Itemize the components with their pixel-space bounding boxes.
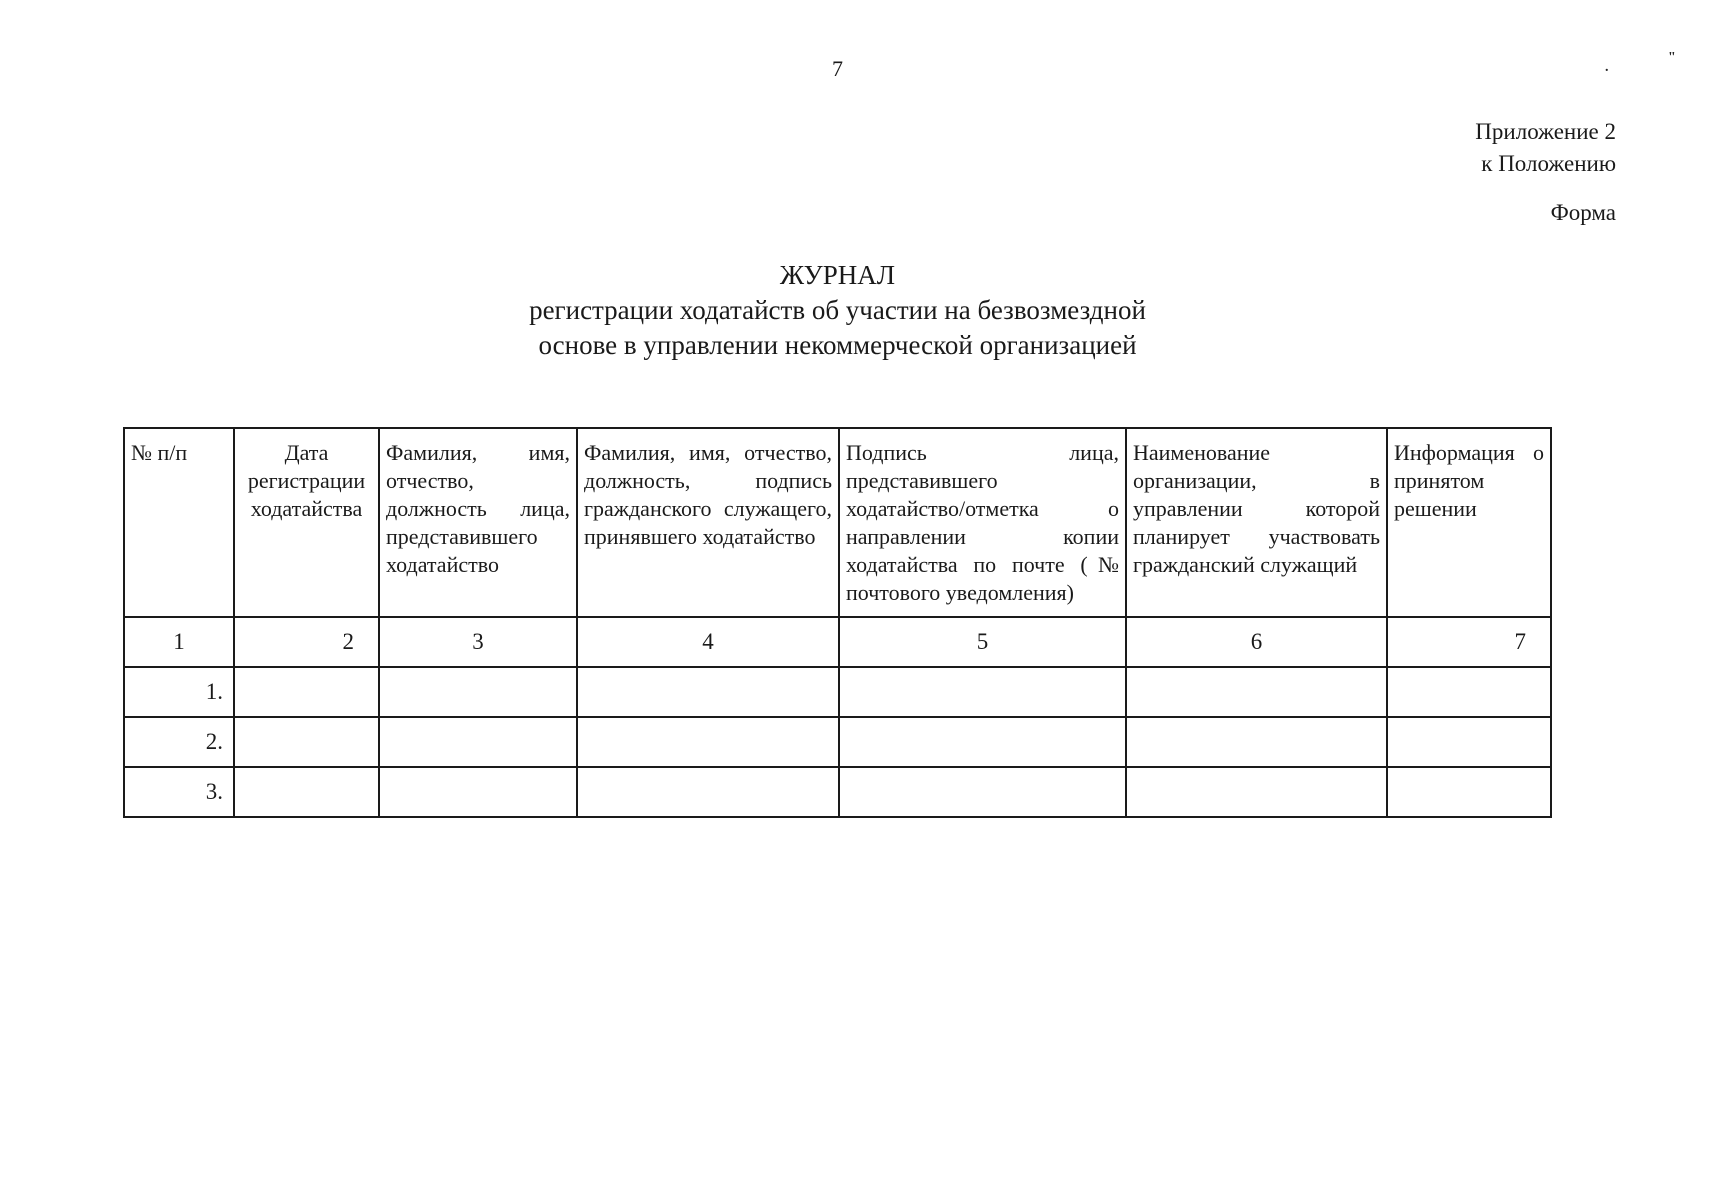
- table-header-row: [124, 428, 1551, 617]
- table-cell: [234, 717, 379, 767]
- journal-table: [123, 427, 1552, 818]
- table-cell: [234, 767, 379, 817]
- title-line: основе в управлении некоммерческой организацией: [538, 330, 1137, 360]
- page-number: 7: [832, 56, 843, 81]
- header-cell-number: № п/п: [124, 428, 234, 617]
- header-cell-decision: Информация о принятом решении: [1387, 428, 1551, 617]
- table-cell: [839, 717, 1126, 767]
- table-cell: [577, 767, 839, 817]
- table-cell: [1126, 717, 1387, 767]
- header-cell-signature: Подпись лица, представившего ходатайство/отметка о направлении копии ходатайства по почте (№ почтового уведомления): [839, 428, 1126, 617]
- document-title: [0, 258, 1675, 363]
- header-cell-organization: Наименование организации, в управлении которой планирует участвовать гражданский служащий: [1126, 428, 1387, 617]
- scan-mark: ": [1668, 50, 1676, 65]
- table-cell: [1126, 667, 1387, 717]
- table-row: [124, 767, 1551, 817]
- appendix-reference: [1475, 116, 1616, 180]
- row-number: 2.: [124, 717, 234, 767]
- column-number: 6: [1126, 617, 1387, 667]
- column-number: 7: [1387, 617, 1551, 667]
- table-cell: [1387, 767, 1551, 817]
- table-cell: [1387, 667, 1551, 717]
- scan-mark: .: [1605, 60, 1609, 75]
- appendix-line: к Положению: [1481, 151, 1616, 176]
- row-number: 3.: [124, 767, 234, 817]
- table-cell: [379, 717, 577, 767]
- table-cell: [379, 767, 577, 817]
- row-number: 1.: [124, 667, 234, 717]
- table-cell: [1387, 717, 1551, 767]
- title-line: регистрации ходатайств об участии на безвозмездной: [529, 295, 1146, 325]
- column-number-row: [124, 617, 1551, 667]
- column-number: 5: [839, 617, 1126, 667]
- table-cell: [1126, 767, 1387, 817]
- title-heading: ЖУРНАЛ: [779, 260, 896, 290]
- table-cell: [839, 667, 1126, 717]
- column-number: 3: [379, 617, 577, 667]
- table-cell: [839, 767, 1126, 817]
- table-row: [124, 667, 1551, 717]
- column-number: 4: [577, 617, 839, 667]
- appendix-line: Приложение 2: [1475, 119, 1616, 144]
- header-cell-receiver: Фамилия, имя, отчество, должность, подпись гражданского служащего, принявшего ходатайство: [577, 428, 839, 617]
- table-row: [124, 717, 1551, 767]
- column-number: 2: [234, 617, 379, 667]
- form-label: Форма: [1550, 200, 1616, 225]
- table-cell: [379, 667, 577, 717]
- header-cell-applicant: Фамилия, имя, отчество, должность лица, представившего ходатайство: [379, 428, 577, 617]
- table-cell: [234, 667, 379, 717]
- table-cell: [577, 667, 839, 717]
- header-cell-date: Дата регистрации ходатайства: [234, 428, 379, 617]
- table-cell: [577, 717, 839, 767]
- column-number: 1: [124, 617, 234, 667]
